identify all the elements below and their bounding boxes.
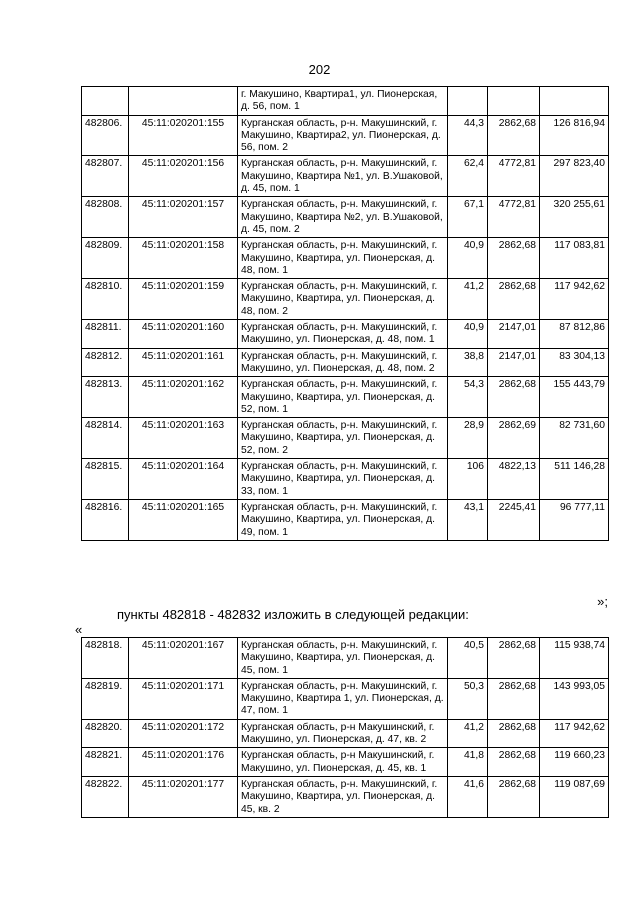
address-cell: Курганская область, р-н. Макушинский, г. Макушино, Квартира, ул. Пионерская, д. 49, пом. 1 — [238, 499, 448, 540]
area-cell: 40,9 — [448, 320, 488, 349]
unit-price-cell: 2147,01 — [488, 320, 540, 349]
row-number-cell: 482822. — [82, 776, 129, 817]
row-number-cell: 482809. — [82, 238, 129, 279]
table-body — [82, 638, 609, 818]
area-cell: 41,2 — [448, 279, 488, 320]
unit-price-cell: 2862,68 — [488, 678, 540, 719]
unit-price-cell — [488, 87, 540, 116]
table-body — [82, 87, 609, 541]
area-cell: 38,8 — [448, 348, 488, 377]
total-value-cell: 82 731,60 — [540, 418, 609, 459]
area-cell: 50,3 — [448, 678, 488, 719]
total-value-cell: 297 823,40 — [540, 156, 609, 197]
cadastral-number-cell: 45:11:020201:158 — [129, 238, 238, 279]
unit-price-cell: 2862,68 — [488, 776, 540, 817]
unit-price-cell: 2862,68 — [488, 279, 540, 320]
row-number-cell: 482810. — [82, 279, 129, 320]
closing-quote: »; — [597, 594, 608, 609]
area-cell: 41,8 — [448, 748, 488, 777]
address-cell: Курганская область, р-н. Макушинский, г. Макушино, Квартира, ул. Пионерская, д. 45, кв. 2 — [238, 776, 448, 817]
total-value-cell: 155 443,79 — [540, 377, 609, 418]
area-cell: 43,1 — [448, 499, 488, 540]
address-cell: Курганская область, р-н. Макушинский, г. Макушино, Квартира №1, ул. В.Ушаковой, д. 45, пом. 1 — [238, 156, 448, 197]
cadastral-number-cell: 45:11:020201:172 — [129, 719, 238, 748]
property-table-continued — [81, 86, 609, 541]
address-cell: Курганская область, р-н. Макушинский, г. Макушино, Квартира 1, ул. Пионерская, д. 47, пом. 1 — [238, 678, 448, 719]
row-number-cell: 482808. — [82, 197, 129, 238]
unit-price-cell: 4772,81 — [488, 156, 540, 197]
area-cell — [448, 87, 488, 116]
cadastral-number-cell: 45:11:020201:163 — [129, 418, 238, 459]
table-row — [82, 377, 609, 418]
table-row — [82, 748, 609, 777]
row-number-cell: 482816. — [82, 499, 129, 540]
amendment-instruction: пункты 482818 - 482832 изложить в следующей редакции: — [117, 607, 469, 622]
table-row — [82, 348, 609, 377]
address-cell: Курганская область, р-н. Макушинский, г. Макушино, ул. Пионерская, д. 48, пом. 1 — [238, 320, 448, 349]
table-row — [82, 678, 609, 719]
address-cell: Курганская область, р-н. Макушинский, г. Макушино, ул. Пионерская, д. 48, пом. 2 — [238, 348, 448, 377]
unit-price-cell: 2862,68 — [488, 638, 540, 679]
cadastral-number-cell: 45:11:020201:156 — [129, 156, 238, 197]
table-row — [82, 418, 609, 459]
row-number-cell: 482813. — [82, 377, 129, 418]
table-row — [82, 719, 609, 748]
area-cell: 67,1 — [448, 197, 488, 238]
area-cell: 41,6 — [448, 776, 488, 817]
area-cell: 40,9 — [448, 238, 488, 279]
table-row — [82, 87, 609, 116]
table-row — [82, 320, 609, 349]
area-cell: 28,9 — [448, 418, 488, 459]
area-cell: 106 — [448, 459, 488, 500]
area-cell: 41,2 — [448, 719, 488, 748]
unit-price-cell: 2862,68 — [488, 238, 540, 279]
unit-price-cell: 2147,01 — [488, 348, 540, 377]
address-cell: Курганская область, р-н. Макушинский, г. Макушино, Квартира, ул. Пионерская, д. 52, пом. 1 — [238, 377, 448, 418]
row-number-cell: 482819. — [82, 678, 129, 719]
address-cell: Курганская область, р-н. Макушинский, г. Макушино, Квартира, ул. Пионерская, д. 48, пом. 2 — [238, 279, 448, 320]
table-row — [82, 459, 609, 500]
total-value-cell: 117 942,62 — [540, 279, 609, 320]
address-cell: Курганская область, р-н Макушинский, г. Макушино, ул. Пионерская, д. 47, кв. 2 — [238, 719, 448, 748]
unit-price-cell: 4772,81 — [488, 197, 540, 238]
row-number-cell: 482821. — [82, 748, 129, 777]
cadastral-number-cell: 45:11:020201:171 — [129, 678, 238, 719]
row-number-cell — [82, 87, 129, 116]
total-value-cell: 126 816,94 — [540, 115, 609, 156]
unit-price-cell: 2862,68 — [488, 115, 540, 156]
cadastral-number-cell: 45:11:020201:157 — [129, 197, 238, 238]
table-row — [82, 638, 609, 679]
address-cell: Курганская область, р-н. Макушинский, г. Макушино, Квартира, ул. Пионерская, д. 45, пом. 1 — [238, 638, 448, 679]
table-row — [82, 776, 609, 817]
total-value-cell: 320 255,61 — [540, 197, 609, 238]
address-cell: Курганская область, р-н. Макушинский, г. Макушино, Квартира, ул. Пионерская, д. 52, пом. 2 — [238, 418, 448, 459]
row-number-cell: 482814. — [82, 418, 129, 459]
total-value-cell: 117 083,81 — [540, 238, 609, 279]
row-number-cell: 482815. — [82, 459, 129, 500]
cadastral-number-cell: 45:11:020201:176 — [129, 748, 238, 777]
unit-price-cell: 2862,68 — [488, 719, 540, 748]
row-number-cell: 482820. — [82, 719, 129, 748]
address-cell: Курганская область, р-н. Макушинский, г. Макушино, Квартира2, ул. Пионерская, д. 56, пом. 2 — [238, 115, 448, 156]
total-value-cell: 96 777,11 — [540, 499, 609, 540]
total-value-cell: 117 942,62 — [540, 719, 609, 748]
cadastral-number-cell — [129, 87, 238, 116]
total-value-cell — [540, 87, 609, 116]
row-number-cell: 482818. — [82, 638, 129, 679]
total-value-cell: 511 146,28 — [540, 459, 609, 500]
area-cell: 62,4 — [448, 156, 488, 197]
unit-price-cell: 4822,13 — [488, 459, 540, 500]
cadastral-number-cell: 45:11:020201:155 — [129, 115, 238, 156]
page-number: 202 — [308, 62, 331, 77]
table-row — [82, 197, 609, 238]
unit-price-cell: 2862,68 — [488, 748, 540, 777]
area-cell: 44,3 — [448, 115, 488, 156]
cadastral-number-cell: 45:11:020201:162 — [129, 377, 238, 418]
total-value-cell: 143 993,05 — [540, 678, 609, 719]
row-number-cell: 482806. — [82, 115, 129, 156]
total-value-cell: 87 812,86 — [540, 320, 609, 349]
cadastral-number-cell: 45:11:020201:160 — [129, 320, 238, 349]
area-cell: 40,5 — [448, 638, 488, 679]
table-row — [82, 156, 609, 197]
cadastral-number-cell: 45:11:020201:177 — [129, 776, 238, 817]
cadastral-number-cell: 45:11:020201:167 — [129, 638, 238, 679]
area-cell: 54,3 — [448, 377, 488, 418]
address-cell: Курганская область, р-н. Макушинский, г. Макушино, Квартира, ул. Пионерская, д. 33, пом. 1 — [238, 459, 448, 500]
total-value-cell: 119 660,23 — [540, 748, 609, 777]
cadastral-number-cell: 45:11:020201:164 — [129, 459, 238, 500]
address-cell: Курганская область, р-н Макушинский, г. Макушино, ул. Пионерская, д. 45, кв. 1 — [238, 748, 448, 777]
opening-quote: « — [75, 622, 83, 637]
table-row — [82, 115, 609, 156]
cadastral-number-cell: 45:11:020201:161 — [129, 348, 238, 377]
address-cell: Курганская область, р-н. Макушинский, г. Макушино, Квартира №2, ул. В.Ушаковой, д. 45, пом. 2 — [238, 197, 448, 238]
table-row — [82, 499, 609, 540]
unit-price-cell: 2245,41 — [488, 499, 540, 540]
table-row — [82, 279, 609, 320]
row-number-cell: 482811. — [82, 320, 129, 349]
address-cell: г. Макушино, Квартира1, ул. Пионерская, д. 56, пом. 1 — [238, 87, 448, 116]
unit-price-cell: 2862,68 — [488, 377, 540, 418]
unit-price-cell: 2862,69 — [488, 418, 540, 459]
cadastral-number-cell: 45:11:020201:165 — [129, 499, 238, 540]
cadastral-number-cell: 45:11:020201:159 — [129, 279, 238, 320]
property-table-amended — [81, 637, 609, 818]
row-number-cell: 482812. — [82, 348, 129, 377]
total-value-cell: 119 087,69 — [540, 776, 609, 817]
row-number-cell: 482807. — [82, 156, 129, 197]
table-row — [82, 238, 609, 279]
total-value-cell: 83 304,13 — [540, 348, 609, 377]
total-value-cell: 115 938,74 — [540, 638, 609, 679]
address-cell: Курганская область, р-н. Макушинский, г. Макушино, Квартира, ул. Пионерская, д. 48, пом. 1 — [238, 238, 448, 279]
